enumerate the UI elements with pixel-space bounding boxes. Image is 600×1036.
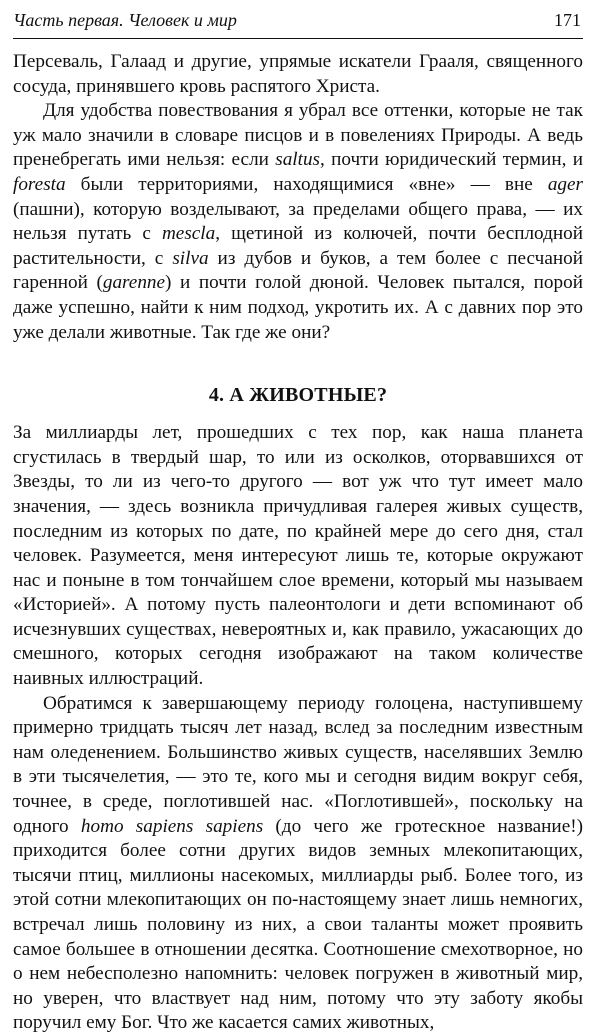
text-run: Обратимся к завершающему периоду голоцена, наступившему примерно тридцать тысяч лет назад, вслед за последним известным нам оледенением. Большинство живых существ, населявших Землю в эти тысячелетия, — это те, кого мы и сегодня видим вокруг себя, точнее, в среде, поглотившей нас. «Поглотившей», поскольку на одного bbox=[13, 692, 583, 837]
section-heading: 4. А ЖИВОТНЫЕ? bbox=[208, 384, 388, 407]
text-run: (до чего же гротескное название!) приходится более сотни других видов земных млекопитающих, тысячи птиц, миллионы насекомых, миллиарды рыб. Более того, из этой сотни млекопитающих он по-настоящему знает лишь немногих, встречал лишь половину из них, а свои таланты может проявить самое большее в отношении десятка. Соотношение смехотворное, но о нем небесполезно напомнить: человек погружен в животный мир, но уверен, что властвует над ним, потому что эту заботу якобы поручил ему Бог. Что же касается самих животных, bbox=[13, 815, 583, 1034]
page-body bbox=[13, 50, 583, 1036]
paragraph-evolution: За миллиарды лет, прошедших с тех пор, как наша планета сгустилась в твердый шар, то или из осколков, оторвавшихся от Звезды, то ли из чего-то другого — вот уж что тут имеет мало значения, — здесь возникла причудливая галерея живых существ, последним из которых по дате, по крайней мере до сего дня, стал человек. Разумеется, меня интересуют лишь те, которые окружают нас и поныне в том тончайшем слое времени, который мы называем «Историей». А потому пусть палеонтологи и дети вспоминают об исчезнувших существах, невероятных и, как правило, ужасающих до смешного, которых сегодня изображают на таком количестве наивных иллюстраций. bbox=[13, 422, 583, 690]
chapter-title: Часть первая. Человек и мир bbox=[13, 10, 237, 30]
latin-term-ager: ager bbox=[547, 173, 583, 195]
text-run: (пашни), которую возделывают, за пределами общего права, — их нельзя путать с bbox=[13, 198, 583, 245]
latin-term-silva: silva bbox=[172, 247, 209, 269]
text-run: были территориями, находящимися «вне» — вне bbox=[65, 173, 548, 195]
paragraph-continued: Персеваль, Галаад и другие, упрямые искатели Грааля, священного сосуда, принявшего кровь распятого Христа. bbox=[13, 51, 583, 97]
text-run: , щетиной из колючей, почти бесплодной растительности, с bbox=[13, 223, 583, 269]
page-number: 171 bbox=[554, 10, 581, 30]
text-run: Для удобства повествования я убрал все оттенки, которые не так уж мало значили в словаре писцов и в повелениях Природы. А ведь пренебрегать ими нельзя: если bbox=[13, 100, 583, 171]
latin-term-homo-sapiens: homo sapiens sapiens bbox=[80, 815, 264, 837]
paragraph-holocene bbox=[13, 692, 583, 1036]
latin-term-saltus: saltus bbox=[275, 149, 321, 171]
term-mescla: mescla bbox=[161, 223, 216, 245]
paragraph-nuances bbox=[13, 99, 583, 345]
running-header bbox=[13, 6, 583, 39]
latin-term-foresta: foresta bbox=[13, 173, 66, 195]
term-garenne: garenne bbox=[102, 272, 166, 294]
text-run: из дубов и буков, а тем более с песчаной гаренной ( bbox=[13, 247, 583, 294]
text-run: ) и почти голой дюной. Человек пытался, порой даже успешно, найти к ним подход, укротить их. А с давних пор это уже делали животные. Так где же они? bbox=[13, 272, 583, 343]
text-run: , почти юридический термин, и bbox=[320, 149, 583, 171]
